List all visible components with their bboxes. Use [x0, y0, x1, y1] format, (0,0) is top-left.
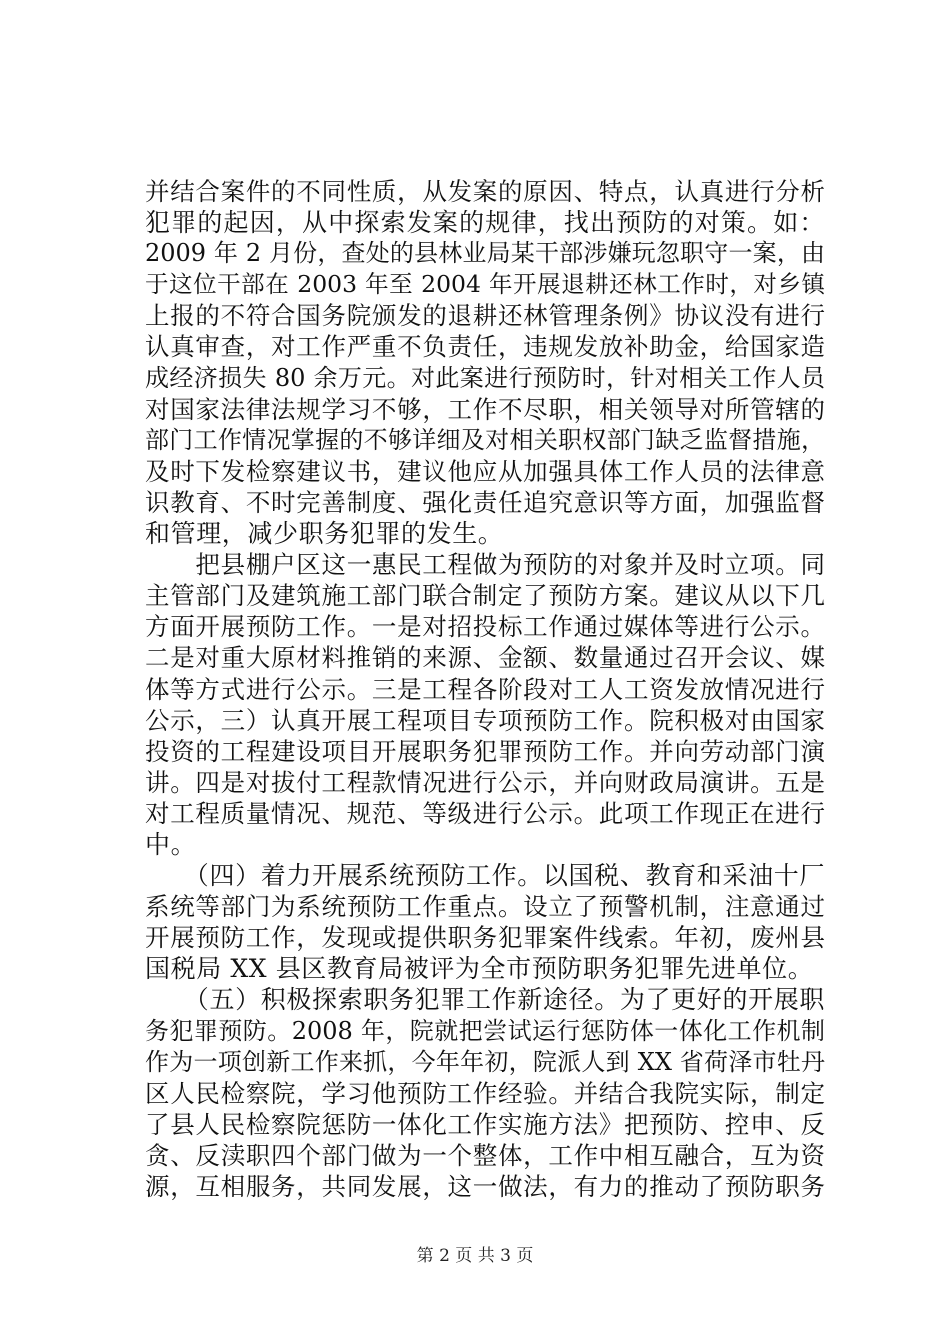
text-line: 开展预防工作，发现或提供职务犯罪案件线索。年初，废州县	[145, 923, 825, 953]
text-line: （四）着力开展系统预防工作。以国税、教育和采油十厂	[145, 861, 825, 891]
text-line: 源，互相服务，共同发展，这一做法，有力的推动了预防职务	[145, 1172, 825, 1201]
text-line: 贪、反渎职四个部门做为一个整体，工作中相互融合，互为资	[145, 1140, 825, 1170]
page-footer: 第 2 页 共 3 页	[416, 1246, 534, 1266]
text-line: 对国家法律法规学习不够，工作不尽职，相关领导对所管辖的	[145, 394, 825, 424]
text-line: 成经济损失 80 余万元。对此案进行预防时，针对相关工作人员	[145, 363, 825, 392]
text-line: 方面开展预防工作。一是对招投标工作通过媒体等进行公示。	[145, 612, 825, 642]
text-line: 对工程质量情况、规范、等级进行公示。此项工作现正在进行	[145, 798, 825, 828]
text-line: （五）积极探索职务犯罪工作新途径。为了更好的开展职	[145, 985, 825, 1015]
text-line: 国税局 XX 县区教育局被评为全市预防职务犯罪先进单位。	[145, 954, 814, 984]
text-line: 认真审查，对工作严重不负责任，违规发放补助金，给国家造	[145, 332, 825, 362]
text-line: 2009 年 2 月份，查处的县林业局某干部涉嫌玩忽职守一案，由	[145, 239, 825, 268]
text-line: 体等方式进行公示。三是工程各阶段对工人工资发放情况进行	[145, 674, 825, 704]
text-line: 公示，三）认真开展工程项目专项预防工作。院积极对由国家	[145, 705, 825, 735]
text-line: 区人民检察院，学习他预防工作经验。并结合我院实际，制定	[145, 1078, 825, 1108]
text-line: 讲。四是对拔付工程款情况进行公示，并向财政局演讲。五是	[145, 767, 825, 797]
text-line: 了县人民检察院惩防一体化工作实施方法》把预防、控申、反	[145, 1109, 825, 1139]
text-line: 犯罪的起因，从中探索发案的规律，找出预防的对策。如：	[145, 208, 825, 238]
text-line: 上报的不符合国务院颁发的退耕还林管理条例》协议没有进行	[145, 301, 825, 331]
text-line: 把县棚户区这一惠民工程做为预防的对象并及时立项。同	[145, 550, 825, 580]
text-line: 识教育、不时完善制度、强化责任追究意识等方面，加强监督	[145, 487, 825, 517]
body-text	[145, 176, 825, 1202]
text-line: 中。	[145, 829, 197, 859]
text-line: 作为一项创新工作来抓，今年年初，院派人到 XX 省荷泽市牡丹	[145, 1047, 825, 1076]
text-line: 部门工作情况掌握的不够详细及对相关职权部门缺乏监督措施，	[145, 425, 825, 454]
text-line: 及时下发检察建议书，建议他应从加强具体工作人员的法律意	[145, 456, 825, 486]
text-line: 二是对重大原材料推销的来源、金额、数量通过召开会议、媒	[145, 643, 825, 673]
text-line: 并结合案件的不同性质，从发案的原因、特点，认真进行分析	[145, 177, 825, 206]
text-line: 投资的工程建设项目开展职务犯罪预防工作。并向劳动部门演	[145, 736, 825, 766]
text-line: 和管理，减少职务犯罪的发生。	[145, 519, 504, 549]
text-line: 务犯罪预防。2008 年，院就把尝试运行惩防体一体化工作机制	[145, 1016, 825, 1045]
text-line: 系统等部门为系统预防工作重点。设立了预警机制，注意通过	[145, 892, 825, 922]
text-line: 于这位干部在 2003 年至 2004 年开展退耕还林工作时，对乡镇	[145, 270, 825, 299]
text-line: 主管部门及建筑施工部门联合制定了预防方案。建议从以下几	[145, 581, 825, 611]
